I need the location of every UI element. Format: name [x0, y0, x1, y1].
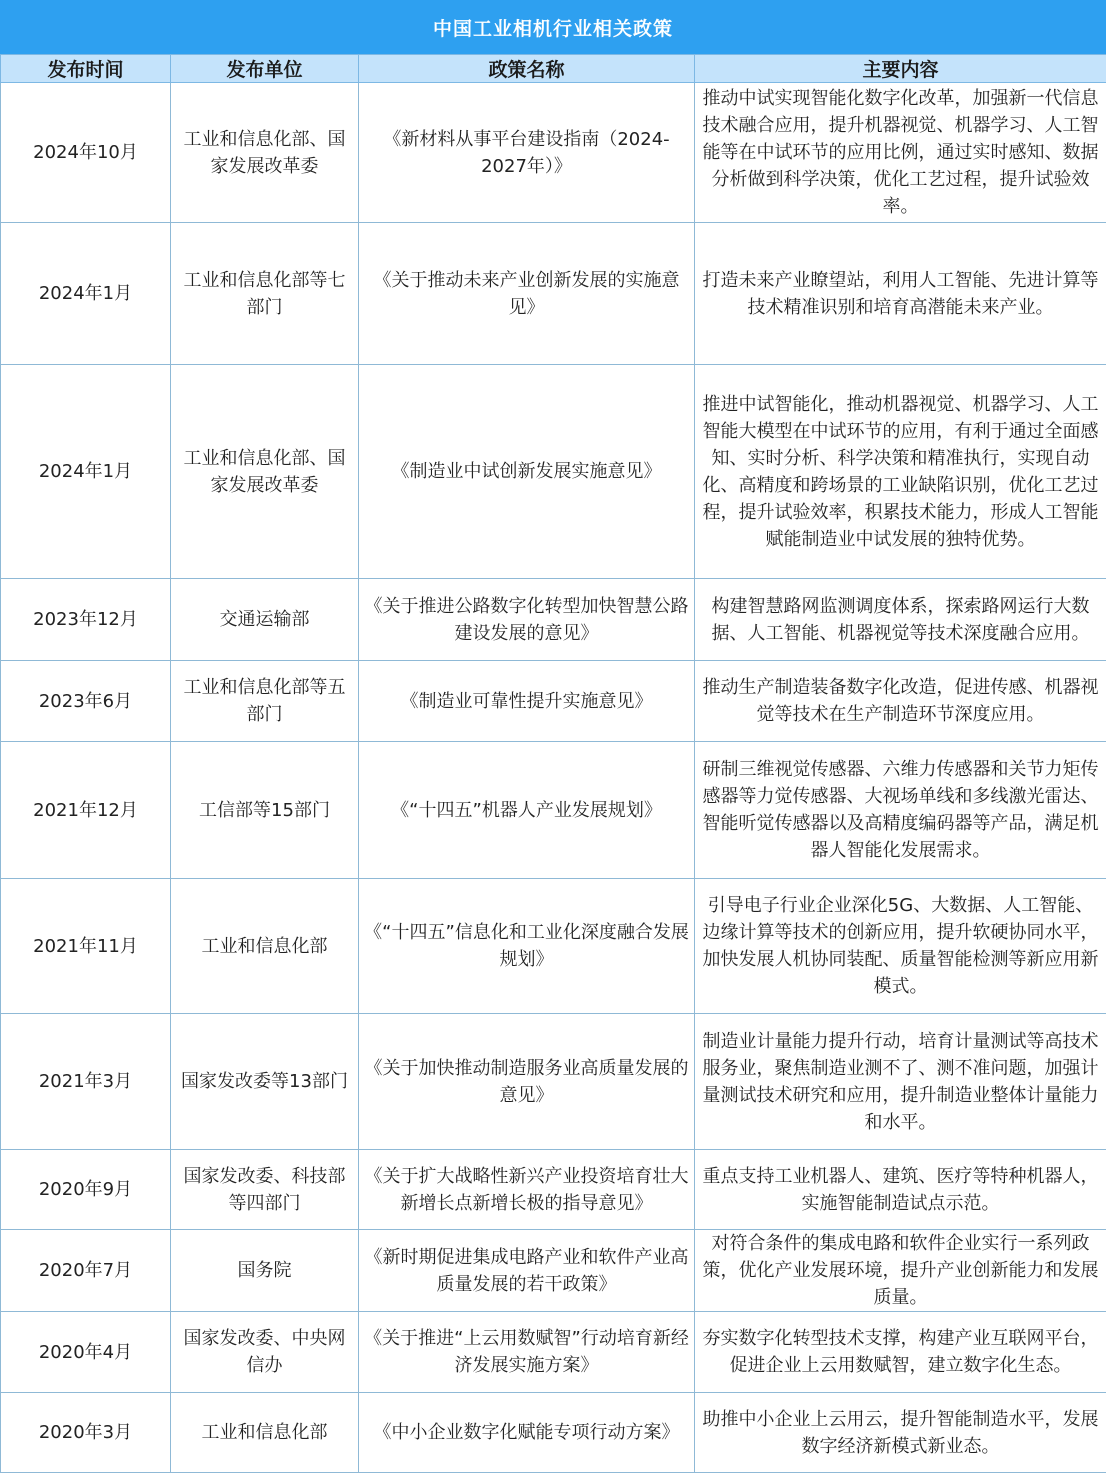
- table-row: [1, 742, 1106, 879]
- row-date: 2020年9月: [1, 1150, 171, 1230]
- header-content: 主要内容: [695, 55, 1106, 83]
- row-date: 2024年1月: [1, 223, 171, 365]
- row-date: 2024年10月: [1, 83, 171, 223]
- header-row: [1, 55, 1106, 83]
- table-row: [1, 1312, 1106, 1393]
- row-issuer: 工信部等15部门: [171, 742, 359, 879]
- header-issuer: 发布单位: [171, 55, 359, 83]
- policy-table: [0, 54, 1106, 1473]
- row-issuer: 国家发改委等13部门: [171, 1014, 359, 1150]
- row-policy-name: 《关于推动未来产业创新发展的实施意见》: [359, 223, 695, 365]
- table-row: [1, 879, 1106, 1014]
- row-content: 引导电子行业企业深化5G、大数据、人工智能、边缘计算等技术的创新应用，提升软硬协同水平，加快发展人机协同装配、质量智能检测等新应用新模式。: [695, 879, 1106, 1014]
- row-content: 制造业计量能力提升行动，培育计量测试等高技术服务业，聚焦制造业测不了、测不准问题，加强计量测试技术研究和应用，提升制造业整体计量能力和水平。: [695, 1014, 1106, 1150]
- row-date: 2021年3月: [1, 1014, 171, 1150]
- row-date: 2023年12月: [1, 579, 171, 661]
- row-content: 对符合条件的集成电路和软件企业实行一系列政策，优化产业发展环境，提升产业创新能力和发展质量。: [695, 1230, 1106, 1312]
- row-policy-name: 《关于加快推动制造服务业高质量发展的意见》: [359, 1014, 695, 1150]
- table-row: [1, 83, 1106, 223]
- row-issuer: 工业和信息化部等七部门: [171, 223, 359, 365]
- row-issuer: 工业和信息化部、国家发展改革委: [171, 365, 359, 579]
- header-date: 发布时间: [1, 55, 171, 83]
- row-policy-name: 《“十四五”机器人产业发展规划》: [359, 742, 695, 879]
- row-issuer: 国家发改委、科技部等四部门: [171, 1150, 359, 1230]
- table-row: [1, 365, 1106, 579]
- table-row: [1, 1230, 1106, 1312]
- header-policy-name: 政策名称: [359, 55, 695, 83]
- table-row: [1, 579, 1106, 661]
- row-content: 重点支持工业机器人、建筑、医疗等特种机器人，实施智能制造试点示范。: [695, 1150, 1106, 1230]
- table-row: [1, 1150, 1106, 1230]
- row-content: 打造未来产业瞭望站，利用人工智能、先进计算等技术精准识别和培育高潜能未来产业。: [695, 223, 1106, 365]
- row-issuer: 国务院: [171, 1230, 359, 1312]
- row-policy-name: 《关于扩大战略性新兴产业投资培育壮大新增长点新增长极的指导意见》: [359, 1150, 695, 1230]
- row-content: 推进中试智能化，推动机器视觉、机器学习、人工智能大模型在中试环节的应用，有利于通过全面感知、实时分析、科学决策和精准执行，实现自动化、高精度和跨场景的工业缺陷识别，优化工艺过程，提升试验效率，积累技术能力，形成人工智能赋能制造业中试发展的独特优势。: [695, 365, 1106, 579]
- row-policy-name: 《关于推进“上云用数赋智”行动培育新经济发展实施方案》: [359, 1312, 695, 1393]
- row-content: 构建智慧路网监测调度体系，探索路网运行大数据、人工智能、机器视觉等技术深度融合应用。: [695, 579, 1106, 661]
- table-title: 中国工业相机行业相关政策: [0, 0, 1106, 54]
- row-policy-name: 《中小企业数字化赋能专项行动方案》: [359, 1393, 695, 1473]
- row-issuer: 工业和信息化部: [171, 879, 359, 1014]
- row-issuer: 国家发改委、中央网信办: [171, 1312, 359, 1393]
- row-content: 助推中小企业上云用云，提升智能制造水平，发展数字经济新模式新业态。: [695, 1393, 1106, 1473]
- row-date: 2020年4月: [1, 1312, 171, 1393]
- row-content: 推动生产制造装备数字化改造，促进传感、机器视觉等技术在生产制造环节深度应用。: [695, 661, 1106, 742]
- row-policy-name: 《制造业中试创新发展实施意见》: [359, 365, 695, 579]
- row-content: 推动中试实现智能化数字化改革，加强新一代信息技术融合应用，提升机器视觉、机器学习、人工智能等在中试环节的应用比例，通过实时感知、数据分析做到科学决策，优化工艺过程，提升试验效率。: [695, 83, 1106, 223]
- row-date: 2021年11月: [1, 879, 171, 1014]
- table-row: [1, 1014, 1106, 1150]
- table-row: [1, 1393, 1106, 1473]
- row-policy-name: 《“十四五”信息化和工业化深度融合发展规划》: [359, 879, 695, 1014]
- row-date: 2023年6月: [1, 661, 171, 742]
- row-policy-name: 《新时期促进集成电路产业和软件产业高质量发展的若干政策》: [359, 1230, 695, 1312]
- row-content: 夯实数字化转型技术支撑，构建产业互联网平台，促进企业上云用数赋智，建立数字化生态。: [695, 1312, 1106, 1393]
- row-policy-name: 《关于推进公路数字化转型加快智慧公路建设发展的意见》: [359, 579, 695, 661]
- row-issuer: 工业和信息化部等五部门: [171, 661, 359, 742]
- row-policy-name: 《新材料从事平台建设指南（2024-2027年）》: [359, 83, 695, 223]
- row-date: 2020年3月: [1, 1393, 171, 1473]
- table-row: [1, 223, 1106, 365]
- row-issuer: 工业和信息化部、国家发展改革委: [171, 83, 359, 223]
- row-policy-name: 《制造业可靠性提升实施意见》: [359, 661, 695, 742]
- row-issuer: 工业和信息化部: [171, 1393, 359, 1473]
- table-row: [1, 661, 1106, 742]
- row-content: 研制三维视觉传感器、六维力传感器和关节力矩传感器等力觉传感器、大视场单线和多线激光雷达、智能听觉传感器以及高精度编码器等产品，满足机器人智能化发展需求。: [695, 742, 1106, 879]
- row-issuer: 交通运输部: [171, 579, 359, 661]
- row-date: 2024年1月: [1, 365, 171, 579]
- row-date: 2020年7月: [1, 1230, 171, 1312]
- row-date: 2021年12月: [1, 742, 171, 879]
